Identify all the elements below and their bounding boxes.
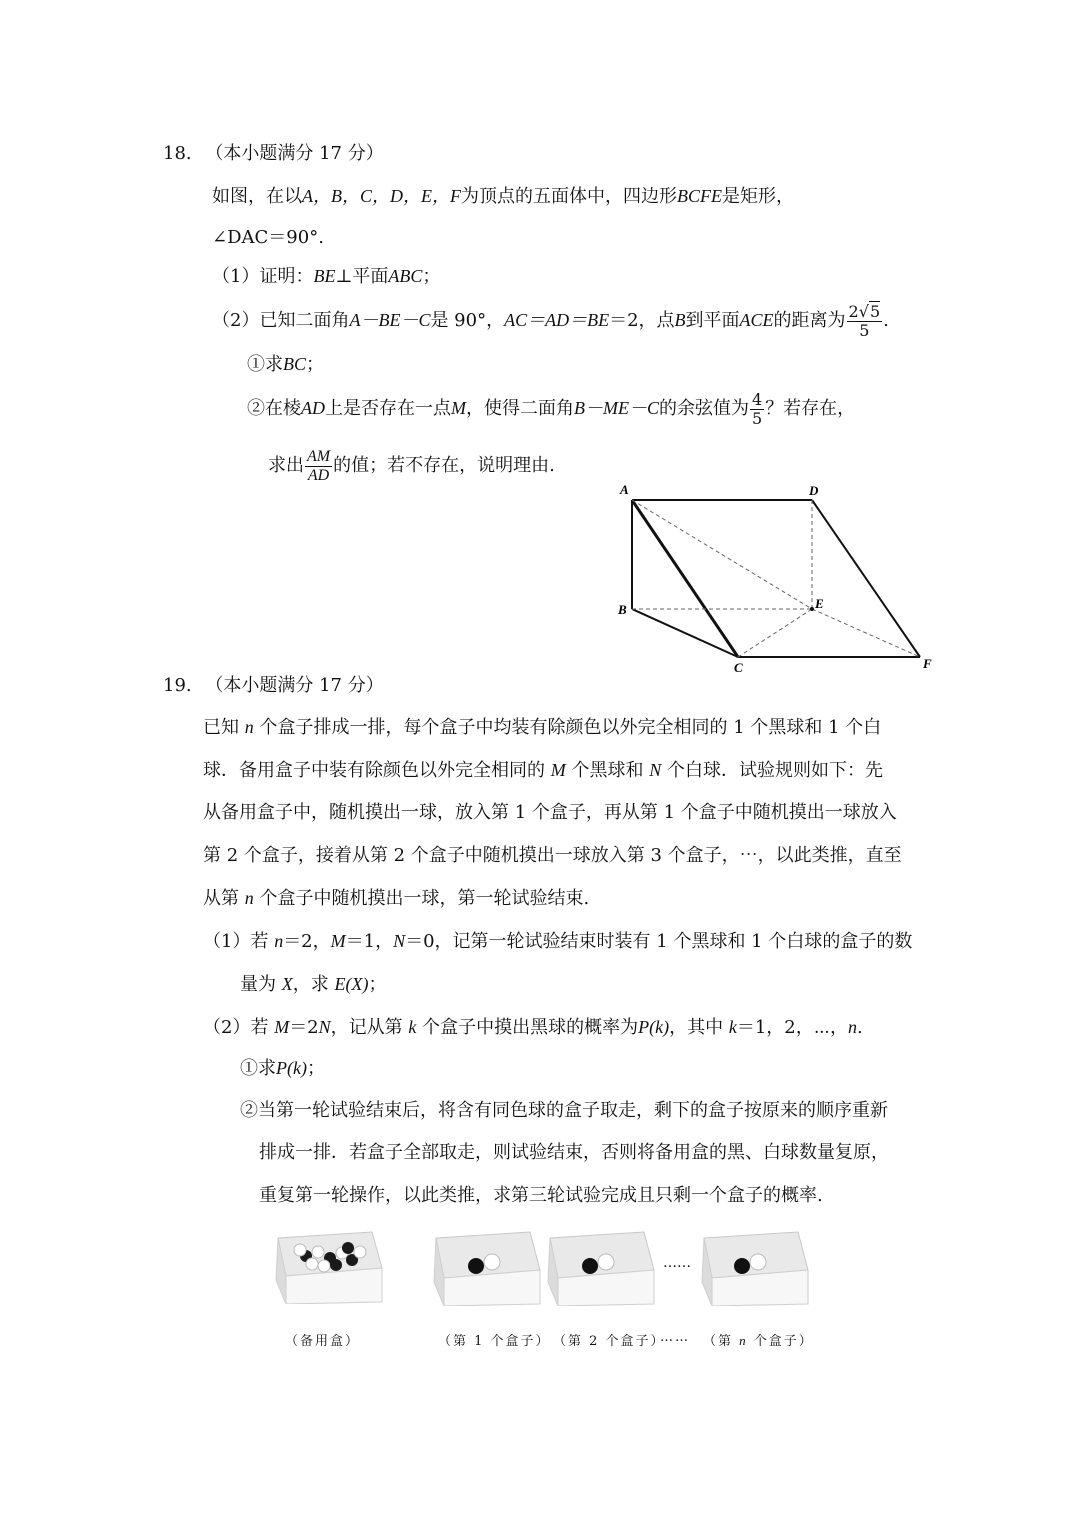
math: n [274, 931, 284, 951]
angle-condition: ∠DAC＝90°. [212, 227, 324, 248]
frac-den: 5 [859, 320, 870, 340]
text: 为顶点的五面体中，四边形 [461, 186, 677, 207]
polyhedron-diagram [610, 478, 940, 678]
math: AC＝AD＝BE [504, 310, 610, 330]
q19-line5 [203, 887, 589, 910]
text: 个黑球和 [571, 760, 644, 781]
math: P(k) [276, 1058, 307, 1078]
q18-score: （本小题满分 17 分） [205, 143, 384, 164]
q18-sub2 [247, 388, 855, 429]
math: n [739, 1333, 748, 1348]
text: ； [306, 1058, 325, 1079]
text: ①求 [247, 354, 283, 375]
vertices: A，B，C，D，E，F [302, 186, 461, 206]
text: 的值；若不存在，说明理由. [333, 455, 555, 476]
text: ； [306, 354, 325, 375]
q19-line3 [203, 802, 897, 824]
math: A－BE－C [349, 310, 431, 330]
text: 的距离为 [773, 310, 846, 331]
text: 已知 [203, 717, 239, 738]
text: 排成一排．若盒子全部取走，则试验结束，否则将备用盒的黑、白球数量复原， [259, 1142, 889, 1163]
label-E: E [815, 596, 824, 611]
q18-header [163, 143, 384, 165]
text: ＝1，2，⋯， [736, 1017, 848, 1038]
label-A: A [620, 482, 629, 497]
q19-number: 19. [163, 675, 192, 696]
distance-fraction: $\frac{2√5}{5}$ [848, 301, 881, 340]
frac-num: 4 [752, 389, 763, 409]
text: （1）若 [203, 931, 269, 952]
text: ，其中 [669, 1017, 724, 1038]
point-E [810, 607, 814, 611]
text: 重复第一轮操作，以此类推，求第三轮试验完成且只剩一个盒子的概率. [259, 1185, 823, 1206]
frac-sqrt: 5 [869, 301, 881, 321]
frac-num: AM [307, 447, 331, 465]
math: P(k) [638, 1017, 670, 1037]
text: 是 90°， [430, 310, 505, 331]
caption-ellipsis: …… [660, 1330, 690, 1345]
q19-line4 [203, 845, 902, 867]
box-1-image [430, 1222, 542, 1306]
q19-sub1 [240, 1057, 325, 1080]
frac-den: AD [307, 466, 330, 484]
q19-line1 [203, 716, 881, 739]
math: B [674, 310, 686, 330]
text: ①求 [240, 1058, 276, 1079]
text: ＝1， [345, 931, 394, 952]
math: BE [313, 266, 336, 286]
label-C: C [734, 660, 743, 675]
text: 第 2 个盒子，接着从第 2 个盒子中随机摸出一球放入第 3 个盒子，⋯，以此类推，直至 [203, 845, 902, 866]
q19-part1 [203, 930, 912, 953]
q19-sub2-l1 [240, 1100, 888, 1122]
math: N [393, 931, 406, 951]
math: ACE [739, 310, 774, 330]
frac-coef: 2 [848, 301, 859, 321]
text: 个盒子中随机摸出一球，第一轮试验结束. [259, 888, 590, 909]
math: n [244, 888, 254, 908]
label-B: B [618, 602, 627, 617]
box-2-image [544, 1222, 656, 1306]
math: n [847, 1017, 857, 1037]
math: n [244, 717, 254, 737]
rect-name: BCFE [677, 186, 722, 206]
q19-sub2-l3 [259, 1185, 823, 1207]
text: ＝2， [283, 931, 331, 952]
text: 到平面 [685, 310, 740, 331]
spare-box-image [272, 1220, 384, 1304]
label-F: F [923, 656, 932, 671]
math: M [451, 398, 466, 418]
math: X [281, 974, 293, 994]
text: ⊥平面 [335, 266, 389, 287]
text: 的余弦值为 [659, 398, 749, 419]
text: ？若存在， [765, 398, 856, 419]
text: 从备用盒子中，随机摸出一球，放入第 1 个盒子，再从第 1 个盒子中随机摸出一球放入 [203, 802, 897, 823]
text: ，使得二面角 [466, 398, 574, 419]
text: 上是否存在一点 [325, 398, 451, 419]
text: ＝2，点 [609, 310, 675, 331]
math: M [550, 760, 566, 780]
text: 球．备用盒子中装有除颜色以外完全相同的 [203, 760, 545, 781]
box-n-image [698, 1222, 810, 1306]
q18-part2 [212, 300, 889, 341]
math: M [274, 1017, 290, 1037]
label-D: D [809, 483, 819, 498]
text: . [883, 310, 889, 331]
text: 个盒子排成一排，每个盒子中均装有除颜色以外完全相同的 1 个黑球和 1 个白 [259, 717, 882, 738]
q19-score: （本小题满分 17 分） [205, 675, 384, 696]
q18-number: 18. [163, 143, 192, 164]
text: . [856, 1017, 863, 1038]
math: k [408, 1017, 417, 1037]
cosine-fraction [750, 391, 764, 428]
q18-sub1 [247, 353, 324, 376]
q19-header [163, 675, 384, 697]
text: （1）证明： [212, 266, 314, 287]
boxes-ellipsis: …… [663, 1255, 691, 1271]
math: BC [283, 354, 307, 374]
text: 求出 [268, 455, 304, 476]
caption-box-n [703, 1330, 814, 1349]
q18-part1 [212, 265, 440, 288]
math: ABC [388, 266, 423, 286]
math: N [318, 1017, 331, 1037]
q19-sub2-l2 [259, 1142, 889, 1164]
text: 个白球．试验规则如下：先 [666, 760, 883, 781]
q19-part1-cont [240, 973, 386, 996]
caption-box-2: （第 2 个盒子） [553, 1334, 666, 1349]
text: ； [422, 266, 441, 287]
text: ＝2 [289, 1017, 319, 1038]
math: AD [301, 398, 325, 418]
text: 如图，在以 [212, 186, 302, 207]
text: （2）已知二面角 [212, 310, 350, 331]
text: 个盒子） [753, 1334, 814, 1349]
text: ＝0，记第一轮试验结束时装有 1 个黑球和 1 个白球的盒子的数 [405, 931, 913, 952]
frac-den: 5 [752, 408, 763, 428]
text: ； [368, 974, 387, 995]
text: ②在棱 [247, 398, 301, 419]
text: 从第 [203, 888, 239, 909]
text: 量为 [240, 974, 276, 995]
edge-CE [738, 609, 812, 657]
math: k [728, 1017, 737, 1037]
math: M [330, 931, 346, 951]
math: E(X) [334, 974, 369, 994]
caption-box-1: （第 1 个盒子） [438, 1334, 551, 1349]
math: B－ME－C [574, 398, 659, 418]
q18-intro [212, 185, 794, 208]
q18-sub2-cont [268, 444, 555, 488]
text: 个盒子中摸出黑球的概率为 [422, 1017, 639, 1038]
caption-spare-box: （备用盒） [285, 1334, 361, 1349]
math: N [649, 760, 662, 780]
text: ②当第一轮试验结束后，将含有同色球的盒子取走，剩下的盒子按原来的顺序重新 [240, 1100, 888, 1121]
text: ，求 [292, 974, 329, 995]
text: 是矩形， [722, 186, 794, 207]
text: ，记从第 [330, 1017, 403, 1038]
q19-line2 [203, 759, 883, 782]
ratio-fraction [305, 448, 332, 485]
q19-part2 [203, 1016, 863, 1039]
text: （2）若 [203, 1017, 269, 1038]
q18-angle [212, 227, 324, 249]
text: （第 [703, 1334, 734, 1349]
edge-AE [632, 500, 812, 609]
